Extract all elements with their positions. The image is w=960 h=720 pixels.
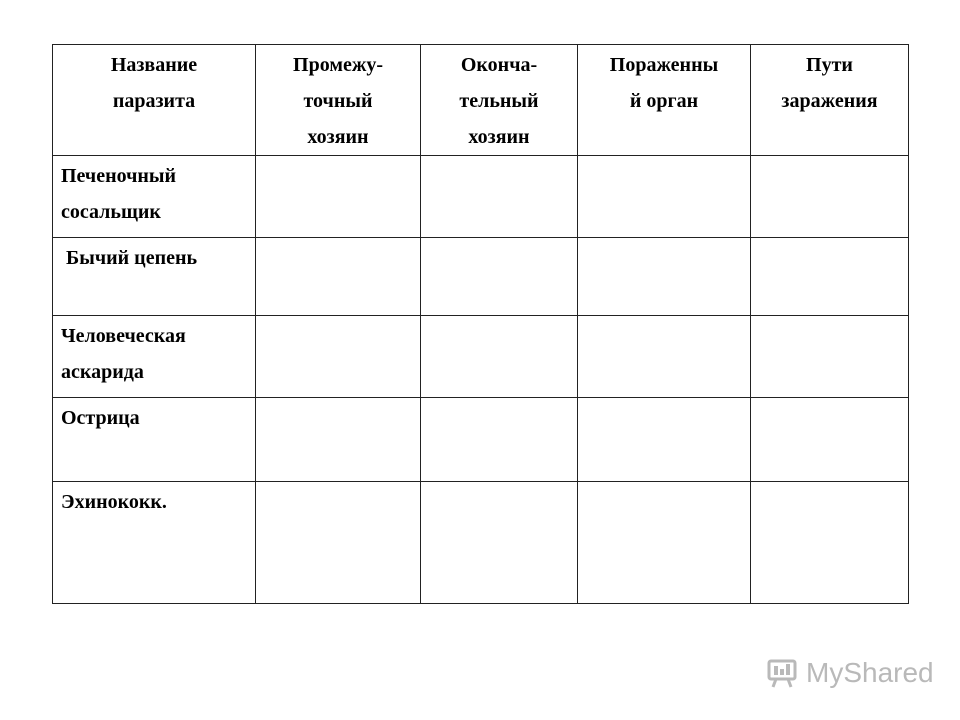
table-cell: [578, 238, 751, 316]
table-row: [53, 398, 909, 482]
table-cell: [421, 482, 578, 604]
row-name-roundworm: Человеческая аскарида: [53, 316, 256, 398]
table-cell: [256, 398, 421, 482]
watermark-text: MyShared: [806, 657, 934, 688]
table-cell: [256, 238, 421, 316]
myshared-watermark: [766, 656, 934, 690]
table-header-row: [53, 45, 909, 156]
table-cell: [578, 482, 751, 604]
table-row: [53, 482, 909, 604]
header-parasite-name: Название паразита: [53, 45, 256, 156]
header-intermediate-host: Промежу- точный хозяин: [256, 45, 421, 156]
table-row: [53, 156, 909, 238]
table-cell: [751, 316, 909, 398]
table-cell: [751, 398, 909, 482]
table-cell: [256, 316, 421, 398]
table-cell: [421, 238, 578, 316]
table-cell: [421, 398, 578, 482]
row-name-pinworm: Острица: [53, 398, 256, 482]
table-cell: [256, 156, 421, 238]
header-affected-organ: Пораженны й орган: [578, 45, 751, 156]
table-cell: [421, 316, 578, 398]
table-cell: [578, 398, 751, 482]
header-definitive-host: Оконча- тельный хозяин: [421, 45, 578, 156]
row-name-liver-fluke: Печеночный сосальщик: [53, 156, 256, 238]
table-cell: [751, 156, 909, 238]
table-cell: [751, 238, 909, 316]
table-row: [53, 238, 909, 316]
parasite-table: [52, 44, 908, 604]
table-cell: [421, 156, 578, 238]
row-name-echinococcus: Эхинококк.: [53, 482, 256, 604]
table-cell: [578, 156, 751, 238]
table-cell: [256, 482, 421, 604]
header-infection-routes: Пути заражения: [751, 45, 909, 156]
table-cell: [751, 482, 909, 604]
table-cell: [578, 316, 751, 398]
row-name-beef-tapeworm: Бычий цепень: [53, 238, 256, 316]
table-row: [53, 316, 909, 398]
presentation-board-icon: [766, 657, 800, 689]
